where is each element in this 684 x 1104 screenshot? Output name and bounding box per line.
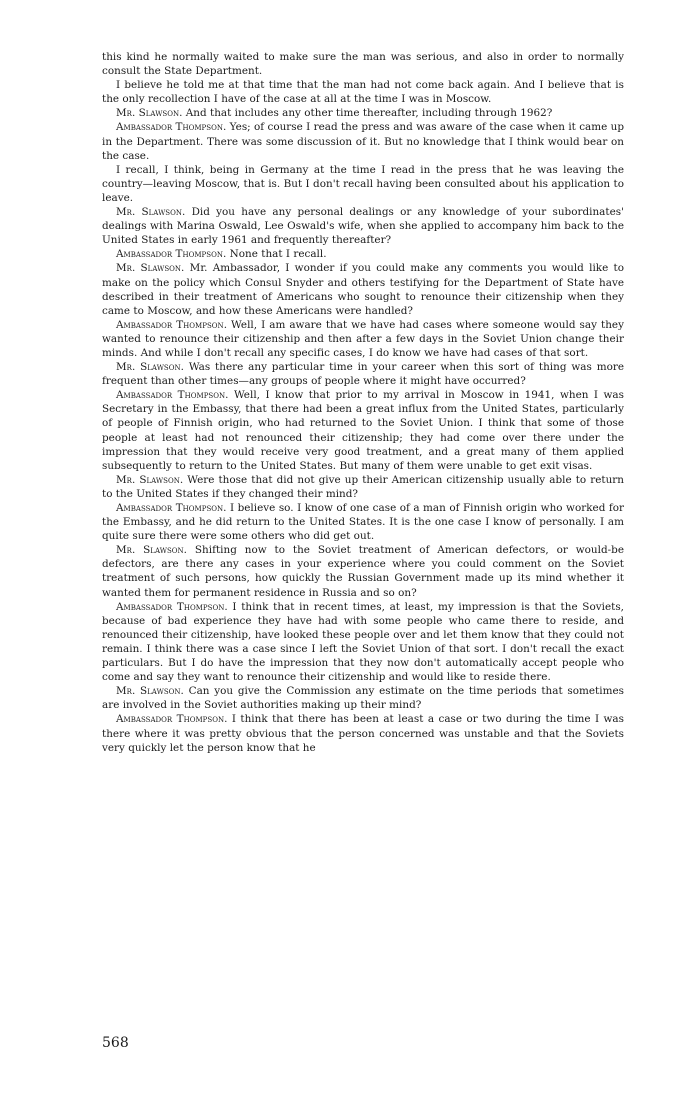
- paragraph-text: Can you give the Commission any estimate on the time periods that sometimes are involved in the Soviet authorities making up their mind?: [102, 685, 624, 712]
- speaker-label: Ambassador Thompson.: [116, 121, 227, 134]
- paragraph-text: Yes; of course I read the press and was aware of the case when it came up in the Department. There was some discussion of it. But no knowledge that I think would bear on the case.: [102, 121, 625, 162]
- speaker-label: Mr. Slawson.: [116, 544, 188, 557]
- transcript-paragraph: [102, 543, 624, 599]
- transcript-paragraph: [102, 600, 624, 685]
- paragraph-text: Well, I know that prior to my arrival in Moscow in 1941, when I was Secretary in the Embassy, that there had been a great influx from the United States, particularly of people of Finnish origin, who had returned to the Soviet Union. I think that some of those people at least had not renounced their citizenship; they had come over there under the impression that they would receive very good treatment, and a great many of them applied subsequently to return to the United States. But many of them were unable to get exit visas.: [102, 389, 624, 472]
- speaker-label: Ambassador Thompson.: [116, 389, 229, 402]
- paragraph-text: Mr. Ambassador, I wonder if you could make any comments you would like to make on the policy which Consul Snyder and others testifying for the Department of State have described in their treatment of Americans who sought to renounce their citizenship when they came to Moscow, and how these Americans were handled?: [102, 262, 625, 317]
- paragraph-text: None that I recall.: [229, 248, 327, 261]
- transcript-paragraph: [102, 360, 624, 388]
- page-number: 568: [102, 1035, 129, 1051]
- paragraph-text: I think that in recent times, at least, my impression is that the Soviets, because of bad experience they have had with some people who came there to reside, and renounced their citizenship, have looked these people over and let them know that they could not remain. I think there was a case since I left the Soviet Union of that sort. I don't recall the exact particulars. But I do have the impression that they now don't automatically accept people who come and say they want to renounce their citizenship and would like to reside there.: [102, 600, 624, 684]
- transcript-paragraph: [102, 205, 624, 247]
- transcript-paragraph: [102, 163, 624, 205]
- transcript-paragraph: [102, 261, 624, 317]
- transcript-paragraph: [102, 473, 624, 501]
- transcript-paragraph: [102, 388, 624, 473]
- paragraph-text: Were those that did not give up their American citizenship usually able to return to the United States if they changed their mind?: [102, 473, 624, 500]
- transcript-paragraph: [102, 501, 624, 543]
- paragraph-text: Was there any particular time in your career when this sort of thing was more frequent than other times—any groups of people where it might have occurred?: [102, 361, 625, 388]
- paragraph-text: Well, I am aware that we have had cases where someone would say they wanted to renounce their citizenship and then after a few days in the Soviet Union change their minds. And while I don't recall any specific cases, I do know we have had cases of that sort.: [102, 318, 624, 359]
- transcript-paragraph: [102, 120, 624, 162]
- speaker-label: Mr. Slawson.: [116, 361, 184, 374]
- speaker-label: Ambassador Thompson.: [116, 318, 228, 331]
- transcript-paragraph: [102, 106, 624, 120]
- speaker-label: Ambassador Thompson.: [116, 248, 227, 261]
- transcript-paragraph: [102, 247, 624, 261]
- transcript-body: [102, 50, 624, 755]
- speaker-label: Mr. Slawson.: [116, 685, 184, 698]
- speaker-label: Ambassador Thompson.: [116, 713, 228, 726]
- transcript-paragraph: [102, 684, 624, 712]
- paragraph-text: Did you have any personal dealings or any knowledge of your subordinates' dealings with Marina Oswald, Lee Oswald's wife, when she applied to accompany him back to the United States in early 1961 and frequently thereafter?: [102, 206, 624, 247]
- transcript-paragraph: [102, 712, 624, 754]
- paragraph-text: I believe so. I know of one case of a man of Finnish origin who worked for the Embassy, and he did return to the United States. It is the one case I know of personally. I am quite sure there were some others who did get out.: [102, 502, 624, 543]
- transcript-paragraph: [102, 50, 624, 78]
- speaker-label: Ambassador Thompson.: [116, 600, 228, 613]
- paragraph-text: And that includes any other time thereafter, including through 1962?: [185, 107, 553, 120]
- paragraph-text: Shifting now to the Soviet treatment of American defectors, or would-be defectors, are there any cases in your experience where you could comment on the Soviet treatment of such persons, how quickly the Russian Government made up its mind whether it wanted them for permanent residence in Russia and so on?: [102, 544, 624, 599]
- paragraph-text: this kind he normally waited to make sure the man was serious, and also in order to normally consult the State Department.: [102, 51, 624, 78]
- speaker-label: Mr. Slawson.: [116, 206, 186, 219]
- paragraph-text: I believe he told me at that time that the man had not come back again. And I believe that is the only recollection I have of the case at all at the time I was in Moscow.: [102, 79, 624, 106]
- paragraph-text: I think that there has been at least a case or two during the time I was there where it was pretty obvious that the person concerned was unstable and that the Soviets very quickly let the person know that he: [102, 713, 624, 754]
- speaker-label: Ambassador Thompson.: [116, 502, 227, 514]
- speaker-label: Mr. Slawson.: [116, 473, 184, 486]
- speaker-label: Mr. Slawson.: [116, 107, 183, 120]
- speaker-label: Mr. Slawson.: [116, 262, 185, 275]
- transcript-paragraph: [102, 318, 624, 360]
- transcript-paragraph: [102, 78, 624, 106]
- paragraph-text: I recall, I think, being in Germany at the time I read in the press that he was leaving the country—leaving Moscow, that is. But I don't recall having been consulted about his application to leave.: [102, 163, 624, 204]
